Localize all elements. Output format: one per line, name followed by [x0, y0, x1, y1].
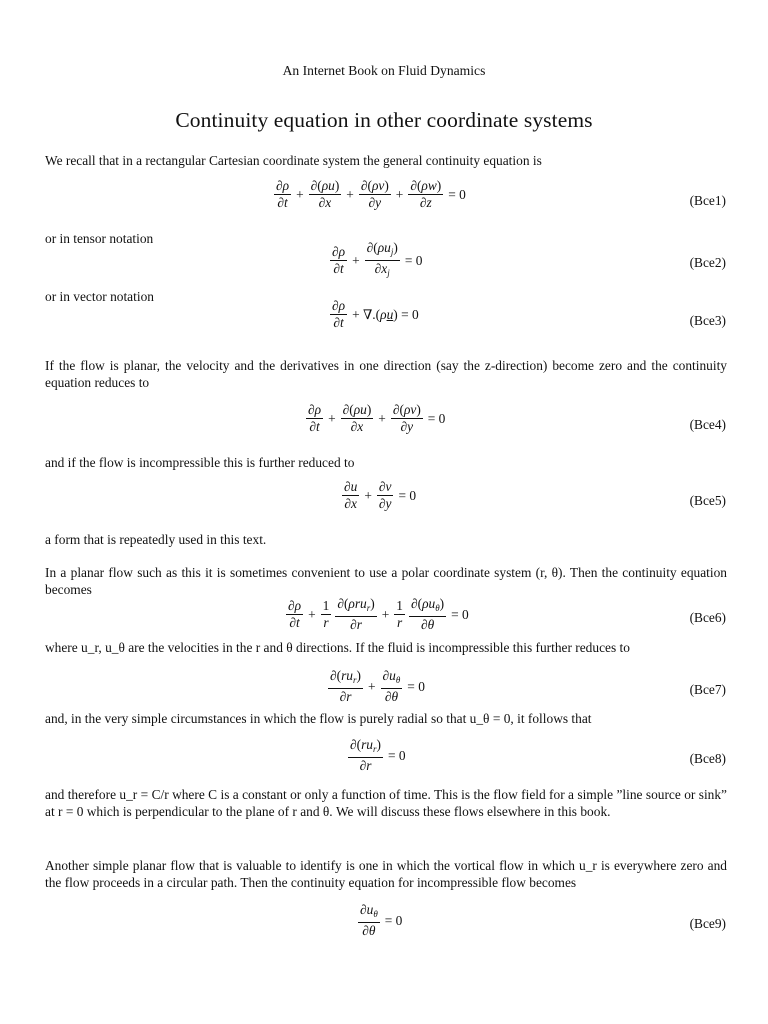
equation-number: (Bce1) [689, 193, 726, 208]
paragraph: In a planar flow such as this it is sometimes convenient to use a polar coordinate system (r, θ). Then the continuity equation becomes [45, 565, 727, 597]
paragraph: Another simple planar flow that is valuable to identify is one in which the vortical flow in which u_r is everywhere zero and the flow proceeds in a circular path. Then the continuity equation for incompressible flow becomes [45, 858, 727, 890]
equation-number: (Bce8) [689, 751, 726, 766]
paragraph: or in tensor notation [45, 231, 154, 246]
paragraph: If the flow is planar, the velocity and the derivatives in one direction (say the z-direction) become zero and the continuity equation reduces to [45, 358, 727, 390]
equation-number: (Bce3) [689, 313, 726, 328]
paragraph: and if the flow is incompressible this is further reduced to [45, 455, 355, 470]
equation-number: (Bce9) [689, 916, 726, 931]
equation-number: (Bce6) [689, 610, 726, 625]
paragraph: and therefore u_r = C/r where C is a constant or only a function of time. This is the flow field for a simple ”line source or sink” at r = 0 which is perpendicular to the plane of r and θ. We will discuss these flows elsewhere in this book. [45, 787, 727, 819]
equation-number: (Bce7) [689, 682, 726, 697]
equation-number: (Bce5) [689, 493, 726, 508]
equation-bce6: $\frac{\partial\rho}{\partial t}$ + $\frac{1}{r}$ $\frac{\partial(\rho ru_r)}{\partial r}$ + $\frac{1}{r}$ $\frac{\partial(\rho u_\theta)}{\partial\theta}$ = 0 [288, 596, 469, 632]
equation-bce5: $\frac{\partial u}{\partial x}$ + $\frac{\partial v}{\partial y}$ = 0 [344, 479, 417, 511]
equation-bce2: $\frac{\partial\rho}{\partial t}$ + $\frac{\partial(\rho u_j)}{\partial x_j}$ = 0 [332, 240, 423, 278]
equation-number: (Bce2) [689, 255, 726, 270]
equation-bce7: $\frac{\partial(ru_r)}{\partial r}$ + $\frac{\partial u_\theta}{\partial\theta}$ = 0 [330, 668, 425, 704]
paragraph: and, in the very simple circumstances in which the flow is purely radial so that u_θ = 0, it follows that [45, 711, 592, 726]
paragraph: We recall that in a rectangular Cartesian coordinate system the general continuity equation is [45, 153, 542, 168]
equation-bce3: $\frac{\partial\rho}{\partial t}$ + ∇.(ρu) = 0 [332, 298, 419, 330]
running-header: An Internet Book on Fluid Dynamics [282, 63, 486, 78]
page-title: Continuity equation in other coordinate systems [175, 108, 593, 132]
paragraph: a form that is repeatedly used in this text. [45, 532, 267, 547]
equation-bce8: $\frac{\partial(ru_r)}{\partial r}$ = 0 [350, 737, 406, 773]
equation-bce1: $\frac{\partial\rho}{\partial t}$ + $\frac{\partial(\rho u)}{\partial x}$ + $\frac{\partial(\rho v)}{\partial y}$ + $\frac{\partial(\rho w)}{\partial z}$ = 0 [276, 178, 466, 210]
equation-bce4: $\frac{\partial\rho}{\partial t}$ + $\frac{\partial(\rho u)}{\partial x}$ + $\frac{\partial(\rho v)}{\partial y}$ = 0 [308, 402, 446, 434]
equation-number: (Bce4) [689, 417, 726, 432]
paragraph: or in vector notation [45, 289, 154, 304]
paragraph: where u_r, u_θ are the velocities in the r and θ directions. If the fluid is incompressible this further reduces to [45, 640, 630, 655]
equation-bce9: $\frac{\partial u_\theta}{\partial\theta}$ = 0 [360, 902, 403, 938]
